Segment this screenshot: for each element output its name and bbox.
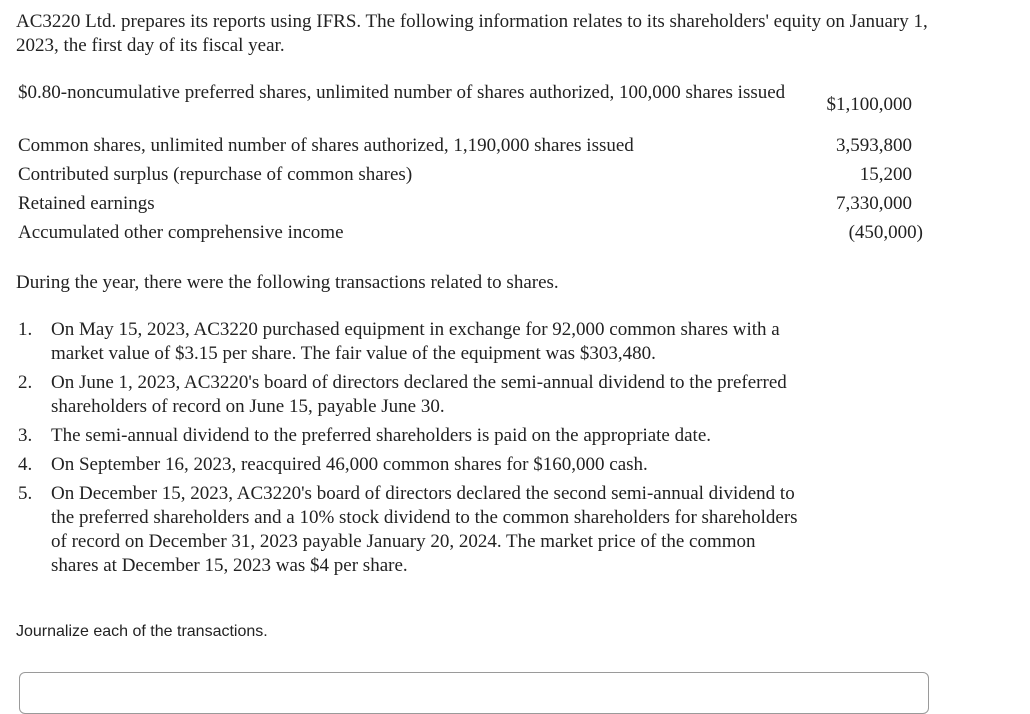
intro-paragraph: AC3220 Ltd. prepares its reports using IFRS. The following information relates to its shareholders' equity on January 1, 2023, the first day of its fiscal year. [16, 11, 928, 56]
transaction-number: 2. [18, 372, 33, 393]
equity-label: Common shares, unlimited number of shares authorized, 1,190,000 shares issued [18, 135, 634, 156]
equity-amount: 3,593,800 [836, 135, 912, 156]
equity-amount: (450,000) [848, 222, 923, 243]
equity-row-preferred-shares [18, 81, 918, 134]
transaction-item [18, 371, 798, 419]
transaction-number: 1. [18, 319, 33, 340]
equity-row-contributed-surplus [18, 163, 918, 192]
transaction-text: The semi-annual dividend to the preferred shareholders is paid on the appropriate date. [51, 425, 712, 446]
transaction-text: On May 15, 2023, AC3220 purchased equipment in exchange for 92,000 common shares with a market value of $3.15 per share. The fair value of the equipment was $303,480. [51, 319, 780, 364]
equity-label: $0.80-noncumulative preferred shares, unlimited number of shares authorized, 100,000 shares issued [18, 82, 786, 103]
transaction-item [18, 453, 798, 477]
journal-entry-box[interactable] [19, 672, 929, 714]
transaction-number: 5. [18, 483, 33, 504]
transaction-item [18, 318, 798, 366]
instruction-text: Journalize each of the transactions. [16, 623, 268, 640]
equity-amount: 15,200 [859, 164, 912, 185]
equity-label: Retained earnings [18, 193, 155, 214]
equity-label: Contributed surplus (repurchase of common shares) [18, 164, 413, 185]
transaction-text: On September 16, 2023, reacquired 46,000 common shares for $160,000 cash. [51, 454, 648, 475]
equity-row-common-shares [18, 134, 918, 163]
transaction-item [18, 482, 798, 578]
equity-label: Accumulated other comprehensive income [18, 222, 344, 243]
equity-row-aoci [18, 221, 923, 250]
equity-amount: 7,330,000 [836, 193, 912, 214]
equity-amount: $1,100,000 [826, 94, 912, 115]
transaction-text: On June 1, 2023, AC3220's board of directors declared the semi-annual dividend to the preferred shareholders of record on June 15, payable June 30. [51, 372, 787, 417]
transaction-text: On December 15, 2023, AC3220's board of directors declared the second semi-annual dividend to the preferred shareholders and a 10% stock dividend to the common shareholders for shareholders of record on December 31, 2023 payable January 20, 2024. The market price of the common shares at December 15, 2023 was $4 per share. [51, 483, 798, 576]
transaction-number: 4. [18, 454, 33, 475]
transactions-intro: During the year, there were the following transactions related to shares. [16, 272, 559, 293]
transaction-item [18, 424, 798, 448]
equity-table [18, 81, 923, 250]
transactions-list [18, 318, 798, 583]
transaction-number: 3. [18, 425, 33, 446]
equity-row-retained-earnings [18, 192, 918, 221]
